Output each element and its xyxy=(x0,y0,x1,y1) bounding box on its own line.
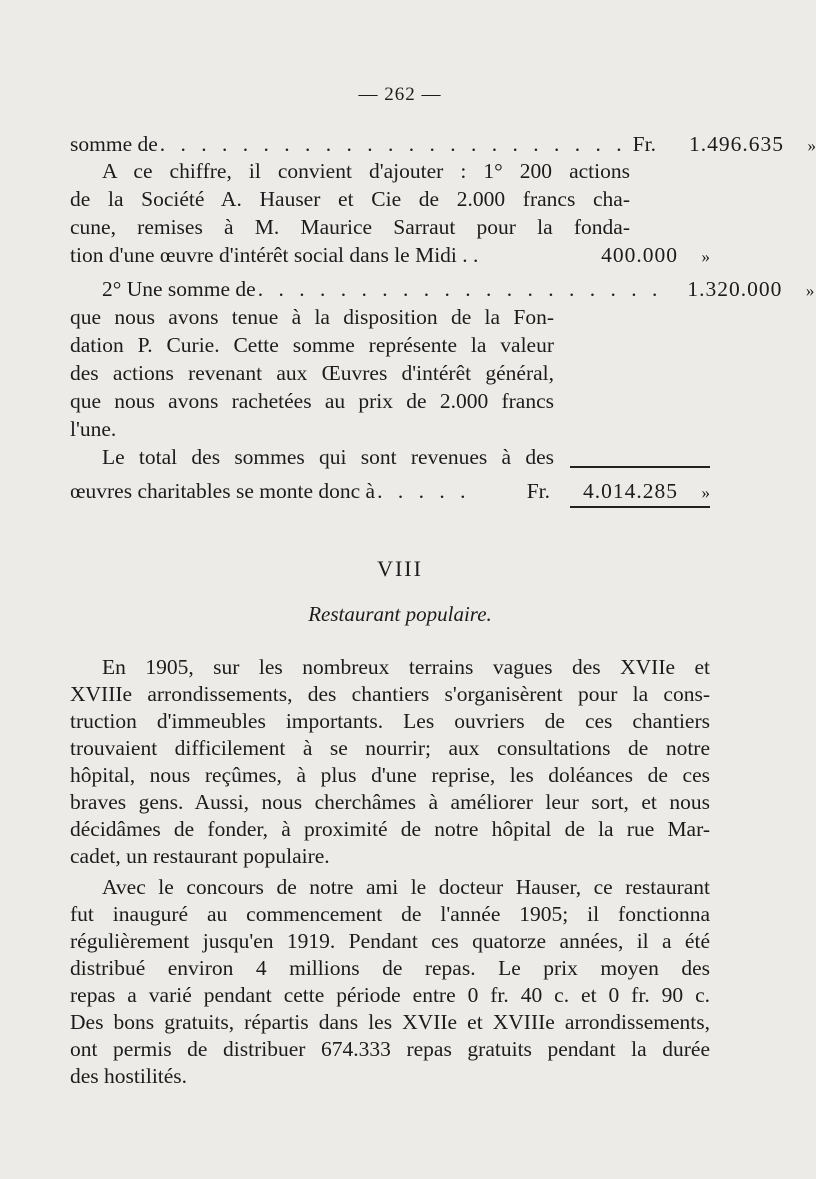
text-line: ont permis de distribuer 674.333 repas gratuits pendant la durée xyxy=(70,1037,710,1061)
text-line: cune, remises à M. Maurice Sarraut pour la fonda- xyxy=(70,215,630,239)
total-rule-top xyxy=(570,466,710,468)
leader-dots: . . . . . xyxy=(377,479,471,503)
ditto-mark: » xyxy=(701,247,710,266)
ledger-label: œuvres charitables se monte donc à xyxy=(70,479,376,503)
ledger-label: 2° Une somme de xyxy=(102,277,256,301)
text-line: dation P. Curie. Cette somme représente la valeur xyxy=(70,333,554,357)
text-line: XVIIIe arrondissements, des chantiers s'organisèrent pour la cons- xyxy=(70,682,710,706)
ledger-label: somme de xyxy=(70,132,158,156)
text-line: Avec le concours de notre ami le docteur Hauser, ce restaurant xyxy=(102,875,710,899)
text-line: des actions revenant aux Œuvres d'intérêt général, xyxy=(70,361,554,385)
leader-dots: . . . . . . . . . . . . . . . . . . . . . . . xyxy=(159,132,627,156)
ditto-mark: » xyxy=(805,281,815,300)
text-line: truction d'immeubles importants. Les ouvriers de ces chantiers xyxy=(70,709,710,733)
leader-dots: . . . . . . . . . . . . . . . . . . . . xyxy=(257,277,663,301)
ledger-amount: 4.014.285 xyxy=(583,479,678,503)
text-line: hôpital, nous reçûmes, à plus d'une reprise, les doléances de ces xyxy=(70,763,710,787)
text-line: Le total des sommes qui sont revenues à des xyxy=(102,445,554,469)
ledger-amount: 400.000 xyxy=(601,243,678,267)
ledger-line-somme xyxy=(70,276,815,304)
text-line: que nous avons rachetées au prix de 2.000 francs xyxy=(70,389,554,413)
ledger-amount: 1.496.635 xyxy=(688,132,784,156)
currency-label: Fr. xyxy=(526,479,550,503)
ledger-label: tion d'une œuvre d'intérêt social dans le Midi . . xyxy=(70,243,479,267)
text-line: trouvaient difficilement à se nourrir; aux consultations de notre xyxy=(70,736,710,760)
total-rule-bottom xyxy=(570,506,710,508)
ditto-mark: » xyxy=(807,136,816,155)
ditto-mark: » xyxy=(701,483,710,502)
section-title: Restaurant populaire. xyxy=(308,602,492,626)
text-line: décidâmes de fonder, à proximité de notre hôpital de la rue Mar- xyxy=(70,817,710,841)
text-line: A ce chiffre, il convient d'ajouter : 1° 200 actions xyxy=(102,159,630,183)
page-number: — 262 — xyxy=(358,84,442,105)
currency-label: Fr. xyxy=(632,132,656,156)
text-line: régulièrement jusqu'en 1919. Pendant ces quatorze années, il a été xyxy=(70,929,710,953)
text-line: que nous avons tenue à la disposition de la Fon- xyxy=(70,305,554,329)
text-line: braves gens. Aussi, nous cherchâmes à améliorer leur sort, et nous xyxy=(70,790,710,814)
ledger-line-total xyxy=(70,478,710,506)
section-number: VIII xyxy=(377,556,423,581)
text-line: l'une. xyxy=(70,417,117,441)
text-line: Des bons gratuits, répartis dans les XVIIe et XVIIIe arrondissements, xyxy=(70,1010,710,1034)
text-line: des hostilités. xyxy=(70,1064,188,1088)
text-line: repas a varié pendant cette période entre 0 fr. 40 c. et 0 fr. 90 c. xyxy=(70,983,710,1007)
text-line: de la Société A. Hauser et Cie de 2.000 francs cha- xyxy=(70,187,630,211)
text-line: cadet, un restaurant populaire. xyxy=(70,844,330,868)
ledger-line-midi xyxy=(70,242,710,270)
text-line: distribué environ 4 millions de repas. Le prix moyen des xyxy=(70,956,710,980)
text-line: fut inauguré au commencement de l'année 1905; il fonctionna xyxy=(70,902,710,926)
ledger-amount: 1.320.000 xyxy=(687,277,783,301)
ledger-line-somme-de xyxy=(70,131,816,159)
text-line: En 1905, sur les nombreux terrains vagues des XVIIe et xyxy=(102,655,710,679)
